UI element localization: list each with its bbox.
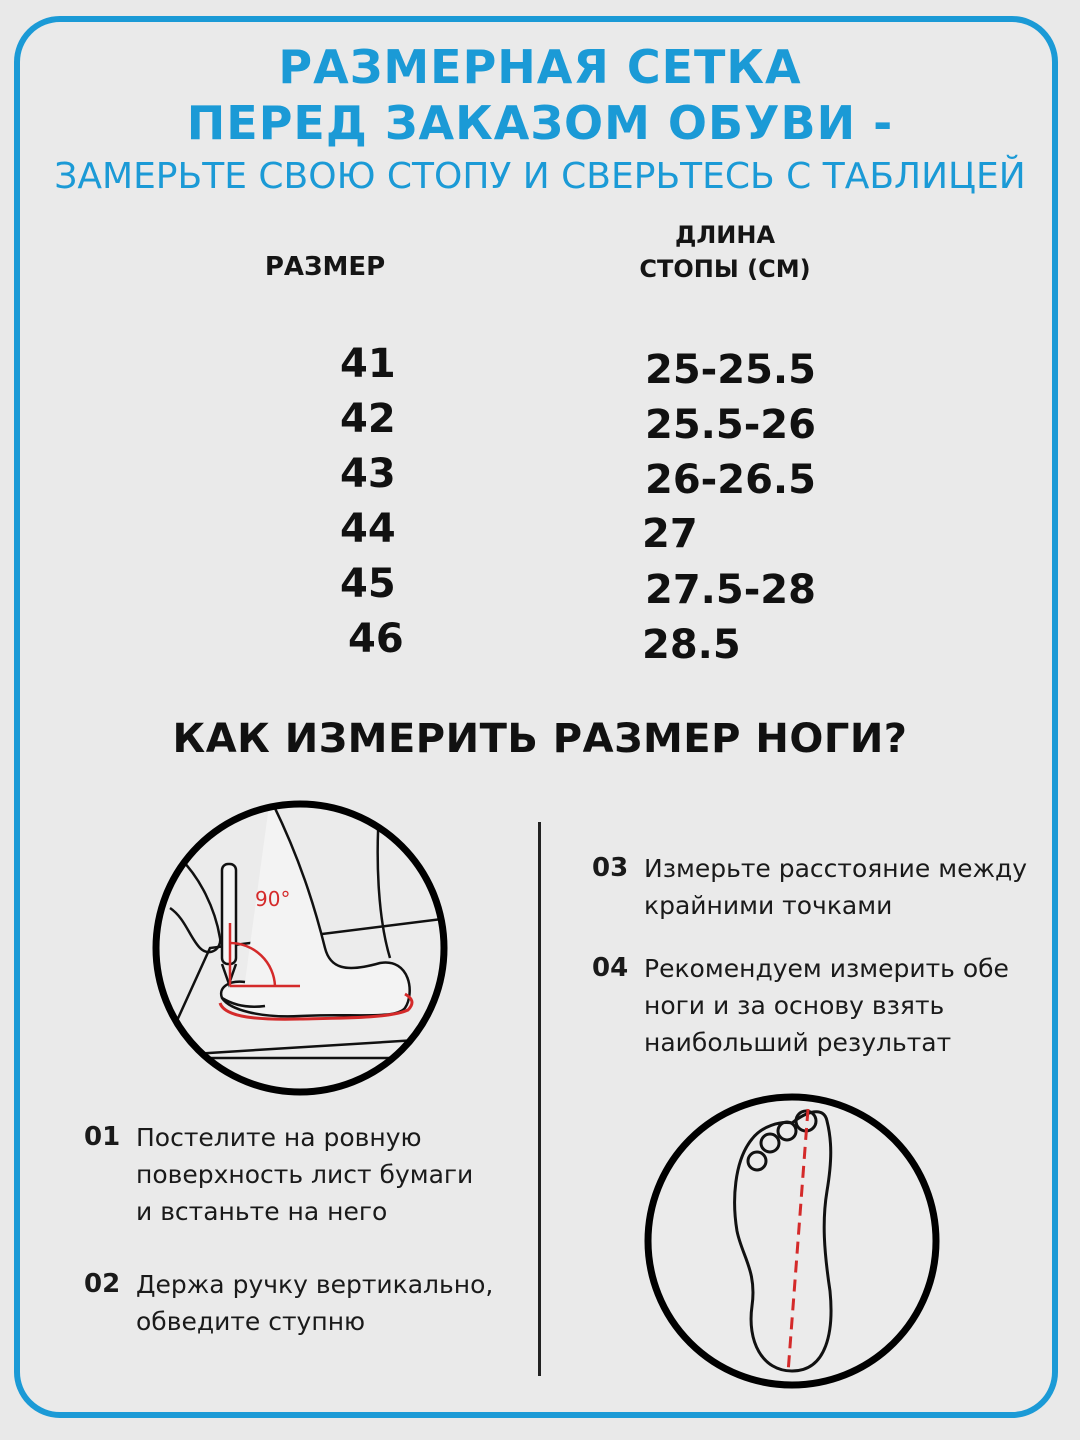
step-01 (84, 1119, 524, 1239)
size-value: 43 (340, 451, 396, 497)
length-value: 25-25.5 (645, 347, 816, 393)
column-header-length-line1: ДЛИНА (674, 221, 776, 249)
foot-tracing-illustration (150, 798, 450, 1098)
step-02 (84, 1266, 524, 1346)
subtitle: ЗАМЕРЬТЕ СВОЮ СТОПУ И СВЕРЬТЕСЬ С ТАБЛИЦЕЙ (54, 156, 1026, 197)
length-value: 27 (642, 511, 698, 557)
title-line-2: ПЕРЕД ЗАКАЗОМ ОБУВИ - (186, 96, 894, 150)
size-value: 42 (340, 396, 396, 442)
size-value: 44 (340, 506, 396, 552)
title-line-1: РАЗМЕРНАЯ СЕТКА (278, 40, 802, 94)
step-number: 01 (84, 1122, 121, 1152)
step-text: Измерьте расстояние между крайними точками (644, 854, 1028, 920)
column-divider (538, 822, 541, 1376)
step-number: 03 (592, 853, 629, 883)
step-text: Постелите на ровную поверхность лист бумаги и встаньте на него (136, 1123, 474, 1226)
column-header-length (620, 218, 830, 286)
size-value: 46 (348, 616, 404, 662)
length-value: 27.5-28 (645, 567, 816, 613)
angle-label: 90° (255, 887, 291, 911)
size-value: 41 (340, 341, 396, 387)
step-text: Рекомендуем измерить обе ноги и за основу взять наибольший результат (644, 954, 1009, 1057)
column-header-size: РАЗМЕР (264, 252, 386, 282)
foot-outline-illustration (642, 1091, 942, 1391)
howto-title: КАК ИЗМЕРИТЬ РАЗМЕР НОГИ? (172, 716, 908, 762)
step-number: 04 (592, 953, 629, 983)
step-number: 02 (84, 1269, 121, 1299)
step-03 (592, 850, 1052, 930)
step-text: Держа ручку вертикально, обведите ступню (136, 1270, 494, 1336)
length-value: 26-26.5 (645, 457, 816, 503)
size-value: 45 (340, 561, 396, 607)
step-04 (592, 950, 1052, 1070)
length-value: 25.5-26 (645, 402, 816, 448)
column-header-length-line2: СТОПЫ (СМ) (639, 255, 811, 283)
length-value: 28.5 (642, 622, 741, 668)
